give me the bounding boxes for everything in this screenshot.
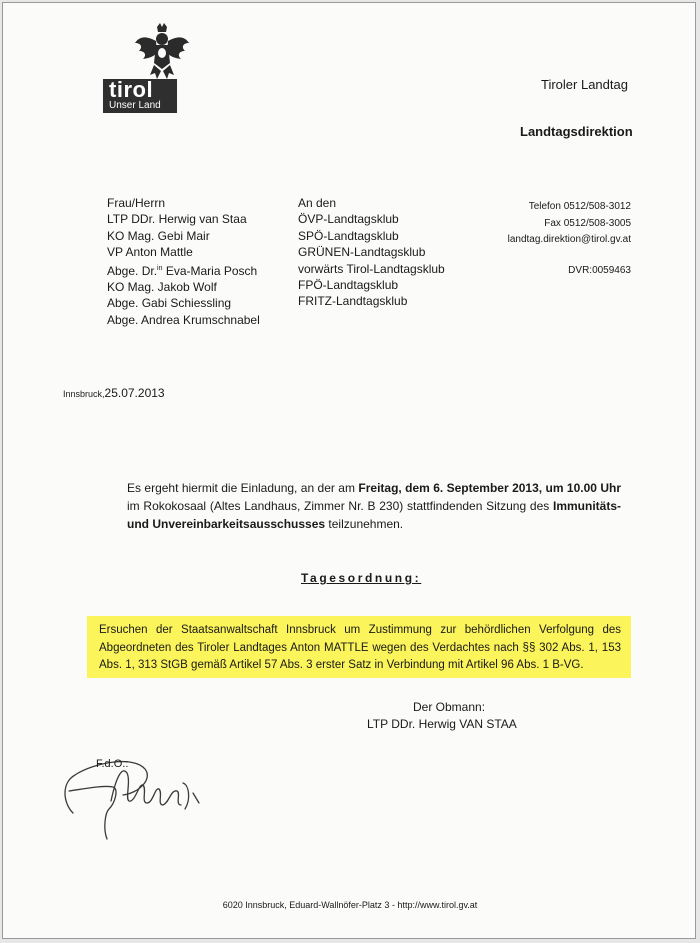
club-item: ÖVP-Landtagsklub [298,212,399,227]
sender-organization: Tiroler Landtag [541,77,628,92]
recipient-name-sup: in [157,264,163,272]
contact-phone: Telefon 0512/508-3012 [528,201,631,212]
signature-name: LTP DDr. Herwig VAN STAA [367,717,517,731]
invitation-text [127,479,621,534]
logo-word: tirol [109,77,154,102]
recipient-name-rest: Eva-Maria Posch [162,263,258,278]
agenda-heading: Tagesordnung: [301,571,422,585]
tirol-logo [103,79,177,113]
contact-dvr: DVR:0059463 [568,264,631,276]
date-place: Innsbruck, [63,389,105,399]
fdo-label: F.d.O.: [96,758,129,770]
date-value: 25.07.2013 [104,386,165,400]
recipient-name: Abge. Andrea Krumschnabel [107,312,260,327]
contact-fax: Fax 0512/508-3005 [544,217,631,229]
recipient-name: VP Anton Mattle [107,245,193,260]
club-item: vorwärts Tirol-Landtagsklub [298,261,445,276]
recipient-name [107,261,260,279]
recipient-name-prefix: Abge. Dr. [107,263,158,278]
sender-department: Landtagsdirektion [520,124,633,139]
contact-block [508,199,631,279]
recipient-list [107,195,260,328]
club-list [298,195,445,310]
meeting-datetime: Freitag, dem 6. September 2013, um 10.00 Uhr [358,481,622,495]
logo-subtitle: Unser Land [109,100,161,111]
signature-title: Der Obmann: [413,700,486,714]
club-item: GRÜNEN-Landtagsklub [298,245,426,260]
committee-name: Immunitäts- und Unvereinbarkeitsausschusses [127,499,621,532]
club-item: FPÖ-Landtagsklub [298,278,399,293]
recipient-name: KO Mag. Gebi Mair [107,228,210,243]
club-item: SPÖ-Landtagsklub [298,228,399,243]
tyrolean-eagle-icon [135,23,189,81]
contact-email: landtag.direktion@tirol.gv.at [507,234,631,246]
agenda-item: Ersuchen der Staatsanwaltschaft Innsbruck um Zustimmung zur behördlichen Verfolgung des Abgeordneten des Tiroler Landtages Anton MATTLE wegen des Verdachtes nach §§ 302 Abs. 1, 153 Abs. 1, 313 StGB gemäß Artikel 57 Abs. 3 erster Satz in Verbindung mit Artikel 96 Abs. 1 B-VG. [99,624,621,671]
letter-page [2,2,696,939]
club-heading: An den [298,196,337,210]
recipient-name: LTP DDr. Herwig van Staa [107,212,247,227]
recipient-salutation: Frau/Herrn [107,196,166,210]
body-text-part: Es ergeht hiermit die Einladung, an der am [127,481,359,495]
recipient-name: KO Mag. Jakob Wolf [107,280,217,295]
club-item: FRITZ-Landtagsklub [298,294,408,309]
body-text-part: im Rokokosaal (Altes Landhaus, Zimmer Nr. B 230) stattfindenden Sitzung des [127,499,553,514]
date-line [63,386,165,400]
body-text-part: teilzunehmen. [325,517,404,532]
recipient-name: Abge. Gabi Schiessling [107,296,232,311]
footer-address: 6020 Innsbruck, Eduard-Wallnöfer-Platz 3 - http://www.tirol.gv.at [222,900,478,910]
